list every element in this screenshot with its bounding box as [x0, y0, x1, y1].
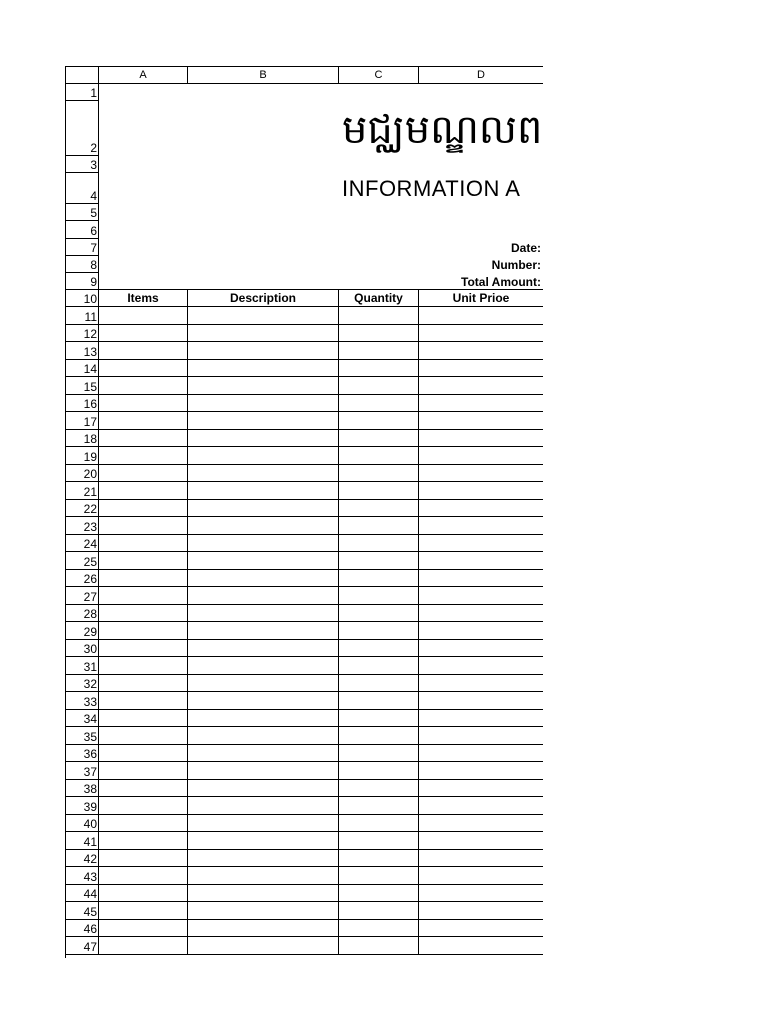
table-cell[interactable] — [188, 710, 339, 728]
table-cell[interactable] — [99, 710, 188, 728]
row-header-19[interactable]: 19 — [66, 447, 99, 465]
row-header-38[interactable]: 38 — [66, 780, 99, 798]
row-header-30[interactable]: 30 — [66, 640, 99, 658]
table-cell[interactable] — [99, 832, 188, 850]
table-cell[interactable] — [188, 570, 339, 588]
table-cell[interactable] — [99, 745, 188, 763]
table-cell[interactable] — [339, 377, 419, 395]
table-cell[interactable] — [188, 727, 339, 745]
table-cell[interactable] — [99, 325, 188, 343]
table-cell[interactable] — [99, 657, 188, 675]
table-cell[interactable] — [99, 377, 188, 395]
table-cell[interactable] — [339, 745, 419, 763]
table-cell[interactable] — [188, 535, 339, 553]
table-cell[interactable] — [188, 850, 339, 868]
table-cell[interactable] — [339, 325, 419, 343]
table-cell[interactable] — [99, 762, 188, 780]
date-label: Date: — [510, 241, 541, 255]
select-all-corner[interactable] — [66, 67, 99, 84]
table-cell[interactable] — [188, 605, 339, 623]
table-cell[interactable] — [419, 412, 543, 430]
table-cell[interactable] — [419, 832, 543, 850]
table-cell[interactable] — [188, 360, 339, 378]
table-cell[interactable] — [339, 360, 419, 378]
table-cell[interactable] — [188, 517, 339, 535]
table-cell[interactable] — [339, 342, 419, 360]
table-header-cell: Description — [188, 290, 339, 307]
table-cell[interactable] — [99, 920, 188, 938]
column-header-d[interactable]: D — [419, 67, 543, 84]
table-cell[interactable] — [188, 657, 339, 675]
table-cell[interactable] — [99, 937, 188, 955]
table-cell[interactable] — [99, 850, 188, 868]
table-cell[interactable] — [419, 535, 543, 553]
row-header-36[interactable]: 36 — [66, 745, 99, 763]
row-header-39[interactable]: 39 — [66, 797, 99, 815]
table-cell[interactable] — [99, 780, 188, 798]
row-header-6[interactable]: 6 — [66, 221, 99, 239]
row-header-33[interactable]: 33 — [66, 692, 99, 710]
table-cell[interactable] — [339, 430, 419, 448]
row-header-5[interactable]: 5 — [66, 204, 99, 221]
table-cell[interactable] — [188, 430, 339, 448]
table-cell[interactable] — [99, 902, 188, 920]
table-header-cell: Quantity — [339, 290, 419, 307]
table-cell[interactable] — [99, 395, 188, 413]
table-cell[interactable] — [339, 710, 419, 728]
table-cell[interactable] — [188, 465, 339, 483]
row-header-8[interactable]: 8 — [66, 256, 99, 273]
table-cell[interactable] — [339, 465, 419, 483]
table-cell[interactable] — [419, 657, 543, 675]
table-cell[interactable] — [99, 570, 188, 588]
row-header-46[interactable]: 46 — [66, 920, 99, 938]
row-header-22[interactable]: 22 — [66, 500, 99, 518]
table-cell[interactable] — [339, 832, 419, 850]
table-cell[interactable] — [188, 640, 339, 658]
table-cell[interactable] — [99, 692, 188, 710]
row-header-41[interactable]: 41 — [66, 832, 99, 850]
table-cell[interactable] — [419, 482, 543, 500]
table-cell[interactable] — [99, 447, 188, 465]
row-header-25[interactable]: 25 — [66, 552, 99, 570]
table-cell[interactable] — [188, 745, 339, 763]
row-header-14[interactable]: 14 — [66, 360, 99, 378]
table-cell[interactable] — [99, 867, 188, 885]
table-cell[interactable] — [419, 762, 543, 780]
khmer-title: មជ្ឈមណ្ឌលព — [342, 107, 543, 153]
row-header-20[interactable]: 20 — [66, 465, 99, 483]
table-cell[interactable] — [99, 482, 188, 500]
row-header-21[interactable]: 21 — [66, 482, 99, 500]
table-cell[interactable] — [419, 850, 543, 868]
row-header-45[interactable]: 45 — [66, 902, 99, 920]
table-cell[interactable] — [99, 342, 188, 360]
row-header-17[interactable]: 17 — [66, 412, 99, 430]
table-cell[interactable] — [419, 342, 543, 360]
table-cell[interactable] — [339, 552, 419, 570]
table-cell[interactable] — [99, 605, 188, 623]
row-header-34[interactable]: 34 — [66, 710, 99, 728]
table-cell[interactable] — [99, 797, 188, 815]
table-cell[interactable] — [419, 780, 543, 798]
table-cell[interactable] — [419, 307, 543, 325]
table-cell[interactable] — [419, 465, 543, 483]
table-cell[interactable] — [419, 325, 543, 343]
table-cell[interactable] — [99, 465, 188, 483]
table-cell[interactable] — [339, 797, 419, 815]
table-cell[interactable] — [188, 762, 339, 780]
row-header-10[interactable]: 10 — [66, 290, 99, 307]
table-cell[interactable] — [99, 412, 188, 430]
table-cell[interactable] — [419, 937, 543, 955]
table-cell[interactable] — [419, 500, 543, 518]
table-cell[interactable] — [99, 640, 188, 658]
table-cell[interactable] — [188, 920, 339, 938]
table-cell[interactable] — [188, 815, 339, 833]
row-header-9[interactable]: 9 — [66, 273, 99, 290]
table-cell[interactable] — [188, 622, 339, 640]
table-cell[interactable] — [419, 727, 543, 745]
column-header-a[interactable]: A — [99, 67, 188, 84]
table-cell[interactable] — [419, 377, 543, 395]
table-cell[interactable] — [99, 815, 188, 833]
table-cell[interactable] — [99, 552, 188, 570]
table-cell[interactable] — [339, 937, 419, 955]
table-header-cell: Unit Prioe — [419, 290, 543, 307]
table-cell[interactable] — [419, 920, 543, 938]
table-cell[interactable] — [188, 587, 339, 605]
table-cell[interactable] — [188, 797, 339, 815]
table-cell[interactable] — [419, 640, 543, 658]
table-cell[interactable] — [188, 342, 339, 360]
row-header-29[interactable]: 29 — [66, 622, 99, 640]
row-header-43[interactable]: 43 — [66, 867, 99, 885]
table-cell[interactable] — [419, 797, 543, 815]
row-header-24[interactable]: 24 — [66, 535, 99, 553]
table-cell[interactable] — [419, 570, 543, 588]
column-header-c[interactable]: C — [339, 67, 419, 84]
table-cell[interactable] — [419, 517, 543, 535]
table-cell[interactable] — [419, 745, 543, 763]
document-header-area — [99, 84, 543, 290]
table-cell[interactable] — [419, 605, 543, 623]
table-cell[interactable] — [339, 885, 419, 903]
table-cell[interactable] — [419, 552, 543, 570]
table-cell[interactable] — [99, 430, 188, 448]
table-cell[interactable] — [339, 482, 419, 500]
table-cell[interactable] — [99, 500, 188, 518]
table-cell[interactable] — [339, 535, 419, 553]
table-cell[interactable] — [339, 867, 419, 885]
row-header-12[interactable]: 12 — [66, 325, 99, 343]
number-label: Number: — [491, 258, 541, 272]
table-cell[interactable] — [188, 377, 339, 395]
table-cell[interactable] — [339, 762, 419, 780]
english-title: INFORMATION A — [342, 176, 521, 201]
row-header-28[interactable]: 28 — [66, 605, 99, 623]
table-cell[interactable] — [188, 885, 339, 903]
table-cell[interactable] — [419, 692, 543, 710]
table-cell[interactable] — [419, 710, 543, 728]
table-cell[interactable] — [339, 920, 419, 938]
table-cell[interactable] — [188, 482, 339, 500]
row-header-26[interactable]: 26 — [66, 570, 99, 588]
row-header-4[interactable]: 4 — [66, 173, 99, 204]
table-cell[interactable] — [419, 622, 543, 640]
table-cell[interactable] — [339, 692, 419, 710]
row-header-18[interactable]: 18 — [66, 430, 99, 448]
row-header-27[interactable]: 27 — [66, 587, 99, 605]
table-cell[interactable] — [99, 587, 188, 605]
table-cell[interactable] — [99, 727, 188, 745]
table-cell[interactable] — [339, 675, 419, 693]
table-cell[interactable] — [188, 780, 339, 798]
table-cell[interactable] — [99, 517, 188, 535]
table-cell[interactable] — [339, 640, 419, 658]
table-cell[interactable] — [339, 622, 419, 640]
table-cell[interactable] — [419, 587, 543, 605]
row-header-44[interactable]: 44 — [66, 885, 99, 903]
table-cell[interactable] — [419, 395, 543, 413]
table-cell[interactable] — [188, 937, 339, 955]
table-cell[interactable] — [99, 360, 188, 378]
table-cell[interactable] — [188, 307, 339, 325]
table-cell[interactable] — [188, 675, 339, 693]
table-cell[interactable] — [339, 727, 419, 745]
table-cell[interactable] — [99, 675, 188, 693]
table-cell[interactable] — [339, 780, 419, 798]
table-cell[interactable] — [188, 902, 339, 920]
table-cell[interactable] — [339, 447, 419, 465]
row-header-31[interactable]: 31 — [66, 657, 99, 675]
row-header-47[interactable]: 47 — [66, 937, 99, 955]
table-cell[interactable] — [188, 832, 339, 850]
table-cell[interactable] — [339, 902, 419, 920]
row-header-1[interactable]: 1 — [66, 84, 99, 101]
row-header-16[interactable]: 16 — [66, 395, 99, 413]
table-header-cell: Items — [99, 290, 188, 307]
table-cell[interactable] — [188, 412, 339, 430]
table-cell[interactable] — [339, 815, 419, 833]
row-header-13[interactable]: 13 — [66, 342, 99, 360]
row-header-37[interactable]: 37 — [66, 762, 99, 780]
table-cell[interactable] — [339, 605, 419, 623]
total-amount-label: Total Amount: — [461, 275, 541, 289]
table-cell[interactable] — [339, 850, 419, 868]
table-cell[interactable] — [188, 395, 339, 413]
table-cell[interactable] — [419, 447, 543, 465]
table-cell[interactable] — [419, 430, 543, 448]
row-header-35[interactable]: 35 — [66, 727, 99, 745]
table-cell[interactable] — [99, 885, 188, 903]
table-cell[interactable] — [419, 885, 543, 903]
row-header-15[interactable]: 15 — [66, 377, 99, 395]
table-cell[interactable] — [339, 412, 419, 430]
table-cell[interactable] — [188, 500, 339, 518]
row-header-42[interactable]: 42 — [66, 850, 99, 868]
table-cell[interactable] — [188, 552, 339, 570]
row-header-7[interactable]: 7 — [66, 239, 99, 256]
spreadsheet-grid — [65, 66, 543, 958]
table-cell[interactable] — [339, 395, 419, 413]
table-cell[interactable] — [419, 867, 543, 885]
table-cell[interactable] — [188, 867, 339, 885]
column-header-b[interactable]: B — [188, 67, 339, 84]
row-header-11[interactable]: 11 — [66, 307, 99, 325]
table-cell[interactable] — [339, 517, 419, 535]
table-cell[interactable] — [339, 657, 419, 675]
table-cell[interactable] — [339, 570, 419, 588]
row-header-40[interactable]: 40 — [66, 815, 99, 833]
table-cell[interactable] — [339, 500, 419, 518]
table-cell[interactable] — [419, 675, 543, 693]
row-header-23[interactable]: 23 — [66, 517, 99, 535]
table-cell[interactable] — [339, 307, 419, 325]
row-header-2[interactable]: 2 — [66, 101, 99, 156]
table-cell[interactable] — [419, 360, 543, 378]
table-cell[interactable] — [339, 587, 419, 605]
row-header-32[interactable]: 32 — [66, 675, 99, 693]
table-cell[interactable] — [99, 535, 188, 553]
table-cell[interactable] — [188, 692, 339, 710]
table-cell[interactable] — [99, 622, 188, 640]
table-cell[interactable] — [188, 325, 339, 343]
row-header-3[interactable]: 3 — [66, 156, 99, 173]
table-cell[interactable] — [99, 307, 188, 325]
table-cell[interactable] — [419, 815, 543, 833]
table-cell[interactable] — [419, 902, 543, 920]
table-cell[interactable] — [188, 447, 339, 465]
